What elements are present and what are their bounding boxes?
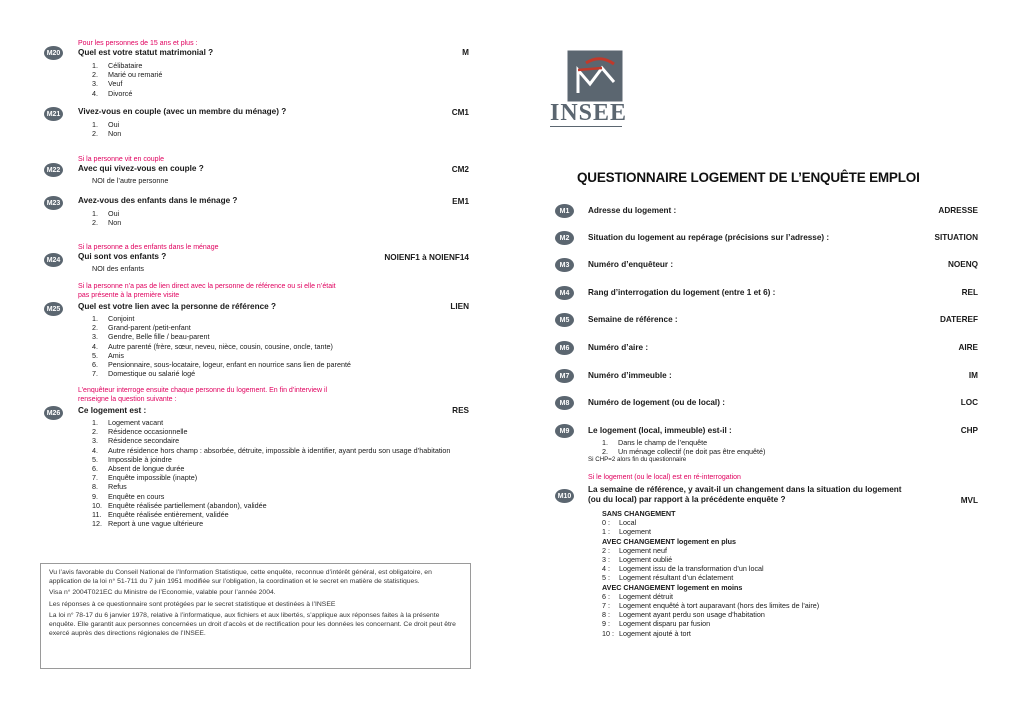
question-text-m3: Numéro d’enquêteur :: [588, 260, 674, 269]
code-m21: CM1: [451, 108, 469, 117]
option-item: [602, 564, 978, 573]
option-label: Logement résultant d’un éclatement: [619, 573, 734, 583]
option-label: Gendre, Belle fille / beau-parent: [108, 332, 210, 342]
option-item: [602, 555, 978, 564]
option-item: [602, 601, 978, 610]
option-item: [92, 129, 469, 138]
option-item: [92, 446, 469, 455]
option-item: [602, 619, 978, 628]
badge-m9: M9: [555, 424, 574, 438]
condition-m24: Si la personne a des enfants dans le ménage: [78, 244, 219, 251]
option-label: Dans le champ de l’enquête: [618, 438, 708, 447]
question-text-m26: Ce logement est :: [78, 406, 147, 415]
badge-m26: M26: [44, 406, 63, 420]
option-item: [602, 527, 978, 536]
option-number: 6 :: [602, 591, 610, 601]
option-item: [92, 314, 469, 323]
question-m9: [555, 424, 978, 464]
option-item: [602, 546, 978, 555]
option-item: [92, 501, 469, 510]
option-number: 3.: [92, 332, 98, 342]
question-m26: [44, 386, 469, 528]
option-number: 4.: [92, 341, 98, 351]
option-label: Logement détruit: [619, 591, 673, 601]
option-number: 2.: [92, 427, 98, 437]
option-label: Enquête impossible (inapte): [108, 473, 198, 483]
option-number: 1.: [92, 418, 98, 427]
question-text-m8: Numéro de logement (ou de local) :: [588, 398, 725, 407]
question-m10: [555, 473, 978, 638]
badge-m5: M5: [555, 313, 574, 327]
option-number: 0 :: [602, 518, 610, 528]
option-item: [92, 427, 469, 436]
option-item: [92, 120, 469, 129]
option-number: 7 :: [602, 601, 610, 611]
option-item: [92, 342, 469, 351]
option-label: Absent de longue durée: [108, 464, 185, 474]
question-text-m20: Quel est votre statut matrimonial ?: [78, 48, 214, 57]
option-label: Enquête réalisée partiellement (abandon), validée: [108, 500, 267, 510]
option-label: Autre parenté (frère, sœur, neveu, nièce, cousin, cousine, oncle, tante): [108, 341, 333, 351]
option-label: Résidence secondaire: [108, 436, 180, 446]
option-label: Oui: [108, 120, 120, 129]
legal-paragraph: Les réponses à ce questionnaire sont protégées par le secret statistique et destinées à l’INSEE: [49, 600, 336, 608]
options-m26: [92, 418, 469, 528]
option-number: 1.: [602, 438, 608, 447]
condition-m25-line2: pas présente à la première visite: [78, 292, 180, 299]
option-number: 8.: [92, 482, 98, 492]
option-item: [602, 573, 978, 582]
question-text-m10-line1: La semaine de référence, y avait-il un changement dans la situation du logement: [588, 485, 902, 494]
option-item: [92, 455, 469, 464]
option-label: Oui: [108, 209, 120, 218]
option-label: Veuf: [108, 79, 123, 89]
code-m1: ADRESSE: [938, 206, 978, 215]
option-label: Un ménage collectif (ne doit pas être enquêté): [618, 447, 766, 457]
code-m24: NOIENF1 à NOIENF14: [384, 253, 469, 262]
option-number: 5.: [92, 350, 98, 360]
option-item: [602, 447, 978, 456]
code-m23: EM1: [452, 197, 469, 206]
options-m25: [92, 314, 469, 378]
badge-m25: M25: [44, 302, 63, 316]
question-m22: [44, 155, 469, 185]
option-item: [92, 510, 469, 519]
option-item: [92, 323, 469, 332]
option-label: Pensionnaire, sous-locataire, logeur, enfant en nourrice sans lien de parenté: [108, 360, 351, 370]
code-m6: AIRE: [958, 343, 978, 352]
option-item: [602, 592, 978, 601]
option-label: Enquête en cours: [108, 491, 165, 501]
question-text-m21: Vivez-vous en couple (avec un membre du ménage) ?: [78, 107, 287, 116]
badge-m21: M21: [44, 107, 63, 121]
option-number: 1.: [92, 61, 98, 70]
question-m20: [44, 39, 469, 98]
option-number: 3 :: [602, 555, 610, 565]
note-m9: Si CHP=2 alors fin du questionnaire: [588, 456, 687, 464]
option-number: 1.: [92, 120, 98, 129]
option-label: Non: [108, 129, 122, 139]
legal-paragraph: Vu l’avis favorable du Conseil National de l’Information Statistique, cette enquête, reconnue d’intérêt général, est obligatoire, en application de la loi n° 51-711 du 7 juin 1951 modifiée sur l’obligation, la coordination et le secret en matière de statistiques.: [49, 569, 432, 585]
option-item: [602, 518, 978, 527]
options-m10: [602, 509, 978, 638]
option-label: Logement neuf: [619, 545, 667, 555]
question-text-m25: Quel est votre lien avec la personne de référence ?: [78, 302, 276, 311]
option-number: 2 :: [602, 545, 610, 555]
option-item: [92, 492, 469, 501]
option-label: Autre résidence hors champ : absorbée, détruite, impossible à identifier, ayant perdu son usage d’habitation: [108, 445, 451, 455]
option-label: Logement ayant perdu son usage d’habitation: [619, 610, 765, 620]
option-group-heading: AVEC CHANGEMENT logement en moins: [602, 582, 743, 592]
option-label: Marié ou remarié: [108, 70, 163, 80]
code-m5: DATEREF: [939, 315, 978, 324]
question-text-m4: Rang d’interrogation du logement (entre 1 et 6) :: [588, 288, 776, 297]
option-number: 1.: [92, 314, 98, 323]
condition-m26-line2: renseigne la question suivante :: [78, 396, 177, 403]
option-label: Local: [619, 518, 637, 528]
badge-m10: M10: [555, 489, 574, 503]
option-number: 12.: [92, 519, 102, 529]
badge-m1: M1: [555, 204, 574, 218]
option-item: [92, 89, 469, 98]
code-m2: SITUATION: [934, 233, 978, 242]
option-number: 2.: [92, 129, 98, 139]
code-m8: LOC: [960, 398, 978, 407]
option-item: [92, 369, 469, 378]
question-text-m5: Semaine de référence :: [588, 315, 678, 324]
question-m21: [44, 107, 469, 138]
question-text-m9: Le logement (local, immeuble) est-il :: [588, 426, 732, 435]
option-number: 2.: [602, 447, 608, 457]
option-item: [92, 79, 469, 88]
option-item: [92, 351, 469, 360]
question-text-m22: Avec qui vivez-vous en couple ?: [78, 164, 204, 173]
option-label: Amis: [108, 350, 124, 360]
option-number: 6.: [92, 464, 98, 474]
condition-m10: Si le logement (ou le local) est en ré-interrogation: [588, 474, 741, 481]
option-label: Célibataire: [108, 61, 143, 70]
condition-m26-line1: L’enquêteur interroge ensuite chaque personne du logement. En fin d’interview il: [78, 387, 328, 394]
option-item: [92, 482, 469, 491]
option-item: [92, 418, 469, 427]
option-number: 2.: [92, 70, 98, 80]
code-m22: CM2: [451, 165, 469, 174]
condition-m22: Si la personne vit en couple: [78, 156, 164, 163]
question-m25: [44, 282, 469, 378]
option-number: 5.: [92, 454, 98, 464]
question-text-m6: Numéro d’aire :: [588, 343, 649, 352]
option-number: 7.: [92, 473, 98, 483]
option-item: [92, 436, 469, 445]
badge-m3: M3: [555, 258, 574, 272]
question-text-m10-line2: (ou du local) par rapport à la précédente enquête ?: [588, 495, 786, 504]
options-m20: [92, 61, 469, 98]
option-item: [92, 61, 469, 70]
option-label: Grand-parent /petit-enfant: [108, 323, 191, 333]
option-label: Domestique ou salarié logé: [108, 369, 196, 379]
condition-m25-line1: Si la personne n’a pas de lien direct avec la personne de référence ou si elle n’était: [78, 283, 336, 290]
option-label: Report à une vague ultérieure: [108, 519, 204, 529]
option-number: 2.: [92, 323, 98, 333]
option-number: 9 :: [602, 619, 610, 629]
option-item: [92, 473, 469, 482]
question-text-m24: Qui sont vos enfants ?: [78, 252, 167, 261]
code-m7: IM: [968, 371, 978, 380]
badge-m4: M4: [555, 286, 574, 300]
badge-m6: M6: [555, 341, 574, 355]
option-label: Logement ajouté à tort: [619, 628, 691, 638]
condition-m20: Pour les personnes de 15 ans et plus :: [78, 40, 198, 47]
option-number: 7.: [92, 369, 98, 379]
logo-underline: [550, 126, 622, 127]
badge-m23: M23: [44, 196, 63, 210]
question-m23: [44, 196, 469, 227]
code-m9: CHP: [960, 426, 978, 435]
option-label: Non: [108, 218, 122, 228]
option-label: Impossible à joindre: [108, 454, 172, 464]
option-number: 1 :: [602, 527, 610, 537]
option-item: [602, 629, 978, 638]
option-label: Refus: [108, 482, 127, 492]
option-number: 3.: [92, 79, 98, 89]
option-item: [92, 218, 469, 227]
option-number: 10.: [92, 500, 102, 510]
option-item: [92, 519, 469, 528]
question-text-m23: Avez-vous des enfants dans le ménage ?: [78, 196, 238, 205]
option-label: Conjoint: [108, 314, 135, 323]
option-label: Logement issu de la transformation d’un local: [619, 564, 764, 574]
code-m26: RES: [452, 406, 469, 415]
question-text-m2: Situation du logement au repérage (précisions sur l’adresse) :: [588, 233, 830, 242]
option-label: Logement oublié: [619, 555, 673, 565]
option-label: Enquête réalisée entièrement, validée: [108, 510, 229, 520]
option-label: Logement disparu par fusion: [619, 619, 711, 629]
options-m23: [92, 209, 469, 227]
option-label: Résidence occasionnelle: [108, 427, 188, 437]
code-m10: MVL: [960, 496, 978, 505]
option-label: Logement enquêté à tort auparavant (hors des limites de l’aire): [619, 601, 820, 611]
option-label: Logement: [619, 527, 651, 537]
option-number: 5 :: [602, 573, 610, 583]
code-m4: REL: [961, 288, 978, 297]
badge-m7: M7: [555, 369, 574, 383]
code-m25: LIEN: [450, 302, 469, 311]
option-number: 2.: [92, 218, 98, 228]
option-number: 3.: [92, 436, 98, 446]
option-item: [602, 610, 978, 619]
code-m3: NOENQ: [947, 260, 978, 269]
insee-logo-text: INSEE: [550, 100, 628, 126]
option-item: [92, 209, 469, 218]
option-number: 9.: [92, 491, 98, 501]
option-group-heading: AVEC CHANGEMENT logement en plus: [602, 536, 737, 546]
badge-m8: M8: [555, 396, 574, 410]
question-text-m1: Adresse du logement :: [588, 206, 677, 215]
option-number: 4.: [92, 88, 98, 98]
legal-paragraph: La loi n° 78-17 du 6 janvier 1978, relative à l’informatique, aux fichiers et aux libertés, s’applique aux réponses faites à la présente enquête. Elle garantit aux personnes concernées un droit d’accès et de rectification pour les données les concernant. Ce droit peut être exercé auprès des directions régionales de l’INSEE.: [49, 612, 456, 637]
option-number: 1.: [92, 209, 98, 218]
badge-m24: M24: [44, 253, 63, 267]
badge-m2: M2: [555, 231, 574, 245]
option-item: [92, 332, 469, 341]
badge-m22: M22: [44, 163, 63, 177]
option-number: 8 :: [602, 610, 610, 620]
options-m21: [92, 120, 469, 138]
option-item: [92, 464, 469, 473]
note-m24: NOI des enfants: [92, 264, 144, 273]
note-m22: NOI de l’autre personne: [92, 176, 169, 185]
option-label: Logement vacant: [108, 418, 164, 427]
question-m24: [44, 243, 469, 273]
legal-paragraph: Visa n° 2004T021EC du Ministre de l’Economie, valable pour l’année 2004.: [49, 589, 276, 597]
option-label: Divorcé: [108, 88, 133, 98]
option-number: 11.: [92, 510, 102, 520]
option-number: 4.: [92, 445, 98, 455]
option-item: [92, 70, 469, 79]
options-m9: [602, 438, 978, 456]
option-group-heading: SANS CHANGEMENT: [602, 509, 676, 518]
question-text-m7: Numéro d’immeuble :: [588, 371, 672, 380]
page-title: QUESTIONNAIRE LOGEMENT DE L’ENQUÊTE EMPLOI: [577, 170, 920, 185]
option-number: 6.: [92, 360, 98, 370]
badge-m20: M20: [44, 46, 63, 60]
option-number: 4 :: [602, 564, 610, 574]
insee-logo: [548, 48, 628, 128]
option-item: [92, 360, 469, 369]
code-m20: M: [462, 48, 469, 57]
option-item: [602, 438, 978, 447]
option-number: 10 :: [602, 628, 614, 638]
legal-notice-box: [40, 563, 471, 669]
